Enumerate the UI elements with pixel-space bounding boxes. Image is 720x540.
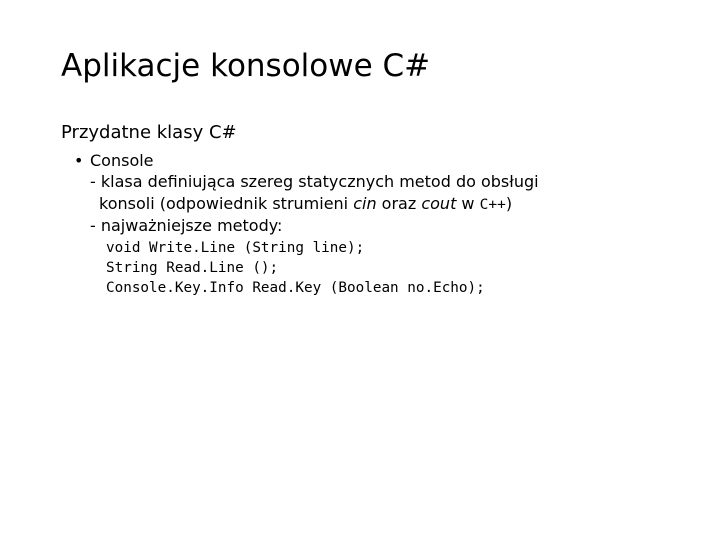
- code-line-readkey: Console.Key.Info Read.Key (Boolean no.Echo);: [106, 280, 485, 296]
- description-line-2: [99, 193, 512, 215]
- description-w: w: [456, 194, 480, 213]
- cpp-term: C++: [479, 197, 506, 213]
- cin-term: cin: [353, 194, 377, 213]
- description-line-1: - klasa definiująca szereg statycznych metod do obsługi: [90, 172, 539, 191]
- description-suffix: ): [505, 194, 513, 213]
- bullet-label: Console: [90, 151, 154, 170]
- code-line-writeline: void Write.Line (String line);: [106, 240, 365, 256]
- bullet-item-console: [74, 150, 154, 172]
- slide-subtitle: Przydatne klasy C#: [61, 122, 237, 143]
- methods-heading: - najważniejsze metody:: [90, 216, 283, 235]
- slide-title: Aplikacje konsolowe C#: [61, 48, 431, 84]
- bullet-marker: •: [74, 151, 84, 170]
- description-mid: oraz: [376, 194, 422, 213]
- cout-term: cout: [421, 194, 457, 213]
- description-prefix: konsoli (odpowiednik strumieni: [99, 194, 354, 213]
- code-line-readline: String Read.Line ();: [106, 260, 279, 276]
